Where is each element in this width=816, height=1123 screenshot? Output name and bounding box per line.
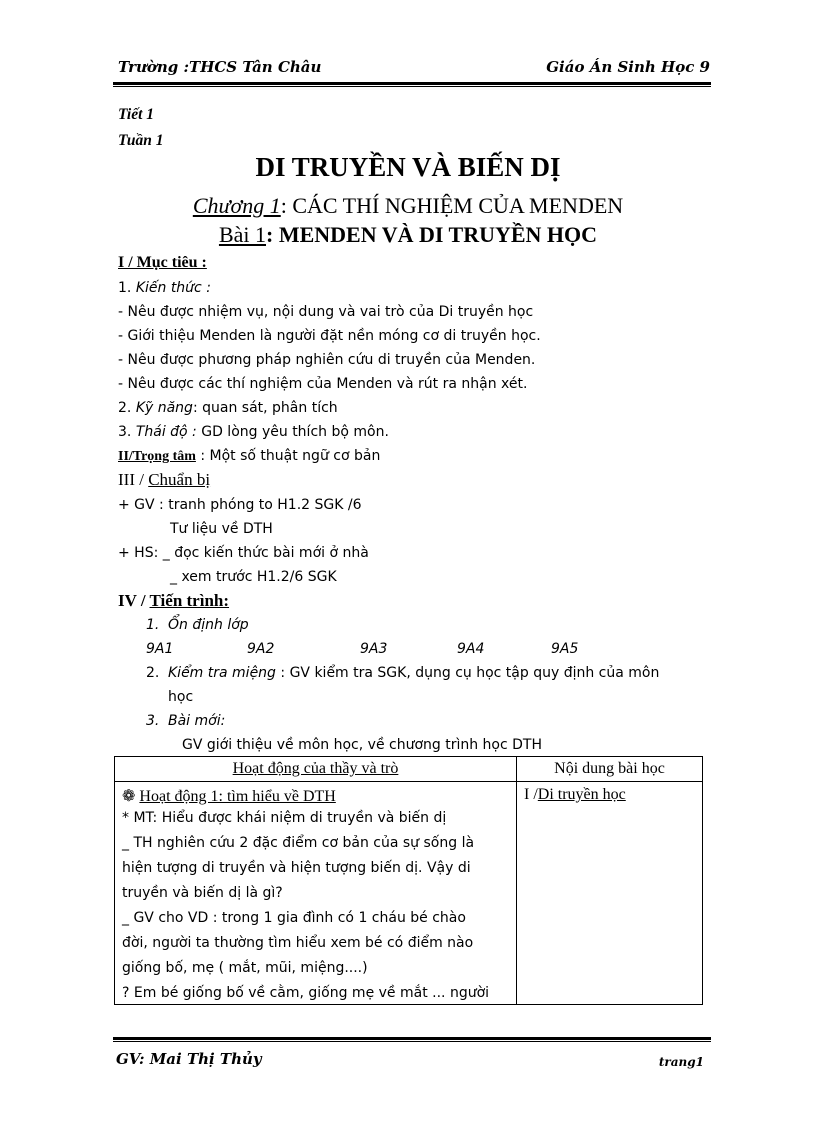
knowledge-item: - Nêu được các thí nghiệm của Menden và rút ra nhận xét. xyxy=(118,376,528,392)
focus-line xyxy=(118,448,380,465)
class-9a3: 9A3 xyxy=(360,641,388,657)
skill-label: Kỹ năng xyxy=(135,400,193,416)
step3-num: 3. xyxy=(146,713,160,729)
preparation-heading xyxy=(118,470,210,490)
chapter-name: : CÁC THÍ NGHIỆM CỦA MENDEN xyxy=(280,193,624,218)
period-label: Tiết 1 xyxy=(118,106,155,123)
attitude-num: 3. xyxy=(118,424,132,440)
activity-line: truyền và biến dị là gì? xyxy=(122,885,283,901)
lesson-table xyxy=(114,756,703,1005)
lesson-title xyxy=(0,222,816,248)
header-rule-thin xyxy=(113,86,711,87)
footer-rule xyxy=(113,1037,711,1040)
content-prefix: I / xyxy=(524,786,538,803)
objectives-heading: I / Mục tiêu : xyxy=(118,254,207,271)
footer-rule-thin xyxy=(113,1041,711,1042)
col-header-content: Nội dung bài học xyxy=(517,757,703,782)
content-heading-text: Di truyền học xyxy=(537,786,626,803)
prep-line: + GV : tranh phóng to H1.2 SGK /6 xyxy=(118,497,362,513)
header-subject: Giáo Án Sinh Học 9 xyxy=(546,58,710,76)
knowledge-num: 1. xyxy=(118,280,132,296)
page-title: DI TRUYỀN VÀ BIẾN DỊ xyxy=(255,152,561,182)
footer-page: trang1 xyxy=(658,1055,704,1069)
activity-title xyxy=(122,786,336,806)
intro-text: GV giới thiệu về môn học, về chương trình học DTH xyxy=(182,737,543,753)
activity-line: _ GV cho VD : trong 1 gia đình có 1 cháu bé chào xyxy=(122,910,466,926)
skill-num: 2. xyxy=(118,400,132,416)
activity-line: hiện tượng di truyền và hiện tượng biến dị. Vậy di xyxy=(122,860,471,876)
class-9a2: 9A2 xyxy=(247,641,275,657)
activity-line: giống bố, mẹ ( mắt, mũi, miệng....) xyxy=(122,960,368,976)
chapter-label: Chương 1 xyxy=(192,193,281,218)
knowledge-line xyxy=(118,280,211,296)
knowledge-item: - Nêu được phương pháp nghiên cứu di truyền của Menden. xyxy=(118,352,536,368)
knowledge-label: Kiến thức : xyxy=(135,280,211,296)
step2-label: Kiểm tra miệng xyxy=(168,665,276,681)
content-cell xyxy=(517,782,703,1005)
preparation-prefix: III / xyxy=(118,470,149,489)
step2-line xyxy=(168,665,659,681)
skill-text: : quan sát, phân tích xyxy=(192,400,338,416)
attitude-text: GD lòng yêu thích bộ môn. xyxy=(196,424,389,440)
class-9a1: 9A1 xyxy=(146,641,174,657)
activity-line: ? Em bé giống bố về cằm, giống mẹ về mắt ... người xyxy=(122,985,490,1001)
procedure-title: Tiến trình: xyxy=(149,591,230,610)
footer-teacher: GV: Mai Thị Thủy xyxy=(116,1050,262,1068)
step1-num: 1. xyxy=(146,617,160,633)
knowledge-item: - Giới thiệu Menden là người đặt nền móng cơ di truyền học. xyxy=(118,328,541,344)
focus-text: : Một số thuật ngữ cơ bản xyxy=(195,448,381,464)
content-heading xyxy=(524,786,626,804)
step3-label: Bài mới: xyxy=(168,713,226,729)
procedure-prefix: IV / xyxy=(118,591,150,610)
activity-line: * MT: Hiểu được khái niệm di truyền và biến dị xyxy=(122,810,447,826)
class-9a4: 9A4 xyxy=(457,641,485,657)
step2-text: : GV kiểm tra SGK, dụng cụ học tập quy định của môn xyxy=(275,665,660,681)
col-header-activity-text: Hoạt động của thầy và trò xyxy=(232,760,399,777)
attitude-label: Thái độ : xyxy=(135,424,197,440)
header-rule xyxy=(113,82,711,85)
activity-cell xyxy=(115,782,517,1005)
activity-title-text: Hoạt động 1: tìm hiểu về DTH xyxy=(139,788,336,805)
week-label: Tuần 1 xyxy=(118,132,164,149)
activity-line: đời, người ta thường tìm hiểu xem bé có điểm nào xyxy=(122,935,474,951)
col-header-activity xyxy=(115,757,517,782)
class-9a5: 9A5 xyxy=(551,641,579,657)
focus-label: II/Trọng tâm xyxy=(118,449,196,464)
attitude-line xyxy=(118,424,389,440)
prep-line: Tư liệu về DTH xyxy=(170,521,273,537)
prep-line: _ xem trước H1.2/6 SGK xyxy=(170,569,337,585)
chapter-title xyxy=(0,193,816,219)
activity-line: _ TH nghiên cứu 2 đặc điểm cơ bản của sự sống là xyxy=(122,835,475,851)
lesson-name: : MENDEN VÀ DI TRUYỀN HỌC xyxy=(266,222,598,247)
step2-num: 2. xyxy=(146,665,160,681)
preparation-title: Chuẩn bị xyxy=(148,470,211,489)
step2-cont: học xyxy=(168,689,194,705)
step1-label: Ổn định lớp xyxy=(168,617,249,633)
lesson-label: Bài 1 xyxy=(218,222,266,247)
prep-line: + HS: _ đọc kiến thức bài mới ở nhà xyxy=(118,545,369,561)
flower-bullet-icon: ❁ xyxy=(122,788,136,805)
skill-line xyxy=(118,400,338,416)
knowledge-item: - Nêu được nhiệm vụ, nội dung và vai trò của Di truyền học xyxy=(118,304,534,320)
procedure-heading xyxy=(118,591,229,611)
header-school: Trường :THCS Tân Châu xyxy=(118,58,322,76)
